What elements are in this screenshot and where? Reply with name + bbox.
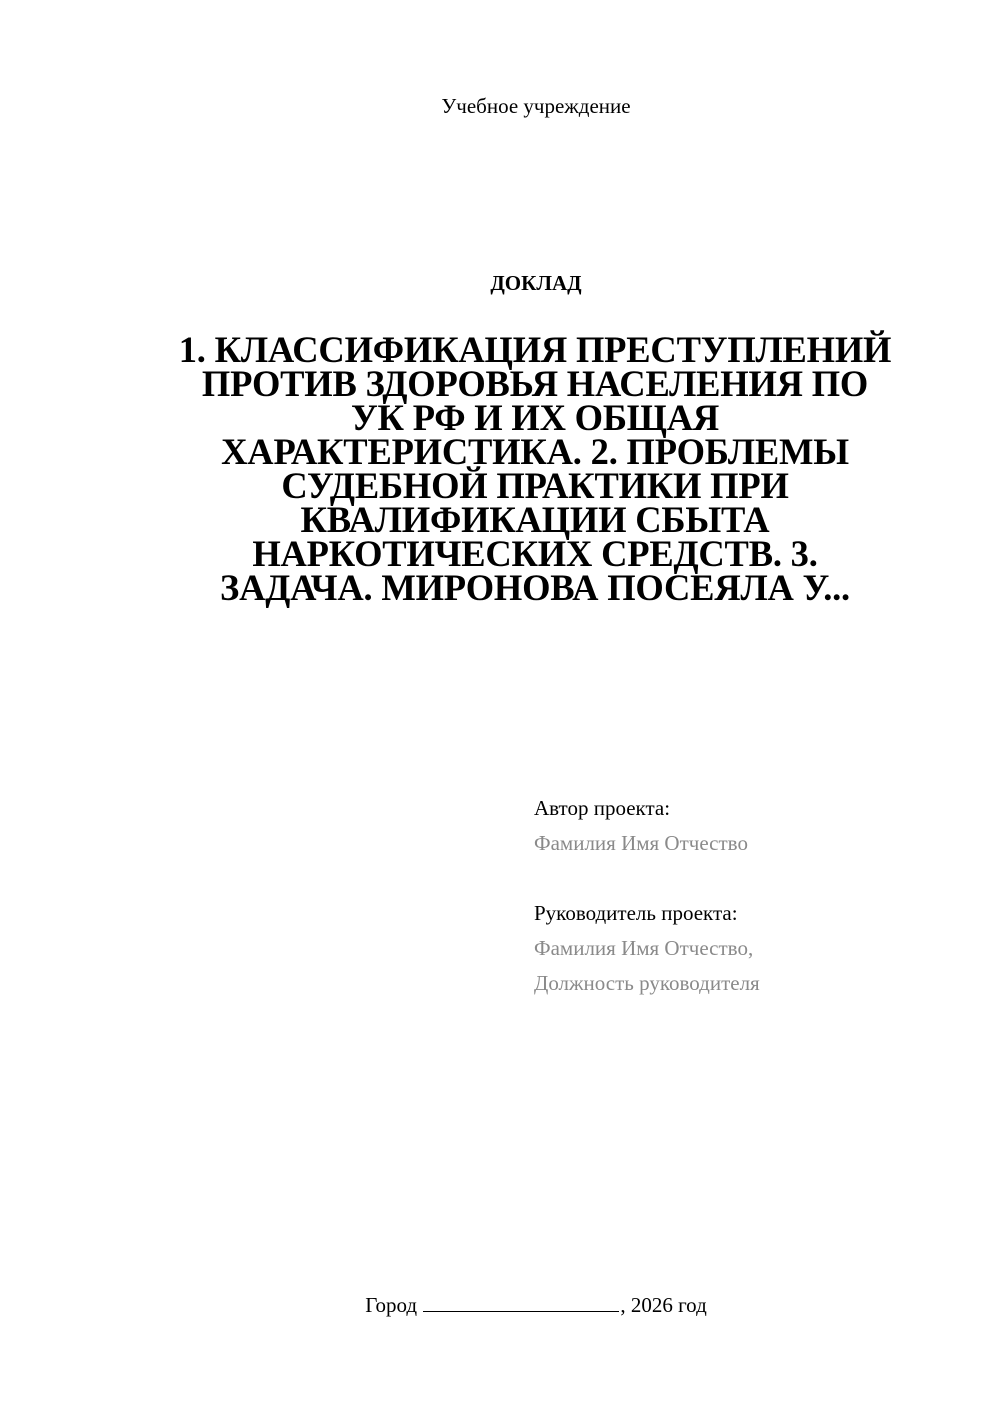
- block-spacer: [534, 861, 964, 896]
- document-type: ДОКЛАД: [490, 271, 582, 295]
- supervisor-label: Руководитель проекта:: [534, 901, 738, 925]
- document-title: [155, 329, 915, 608]
- title-line: УК РФ И ИХ ОБЩАЯ: [350, 397, 720, 438]
- author-name: Фамилия Имя Отчество: [534, 831, 748, 855]
- title-line: ХАРАКТЕРИСТИКА. 2. ПРОБЛЕМЫ: [221, 431, 849, 472]
- author-label: Автор проекта:: [534, 796, 671, 820]
- footer-city-year: [0, 1292, 1000, 1318]
- supervisor-name: Фамилия Имя Отчество,: [534, 936, 754, 960]
- year-text: , 2026 год: [620, 1293, 707, 1317]
- title-line: 1. КЛАССИФИКАЦИЯ ПРЕСТУПЛЕНИЙ: [178, 329, 892, 370]
- title-line: СУДЕБНОЙ ПРАКТИКИ ПРИ: [281, 465, 789, 506]
- title-line: ЗАДАЧА. МИРОНОВА ПОСЕЯЛА У...: [220, 567, 850, 608]
- city-blank-line: [423, 1292, 619, 1312]
- title-line: КВАЛИФИКАЦИИ СБЫТА: [300, 499, 770, 540]
- supervisor-position: Должность руководителя: [534, 971, 760, 995]
- title-line: НАРКОТИЧЕСКИХ СРЕДСТВ. 3.: [252, 533, 818, 574]
- institution-name: Учебное учреждение: [441, 94, 631, 118]
- city-label: Город: [365, 1293, 418, 1317]
- author-block: [534, 791, 964, 1001]
- title-line: ПРОТИВ ЗДОРОВЬЯ НАСЕЛЕНИЯ ПО: [201, 363, 869, 404]
